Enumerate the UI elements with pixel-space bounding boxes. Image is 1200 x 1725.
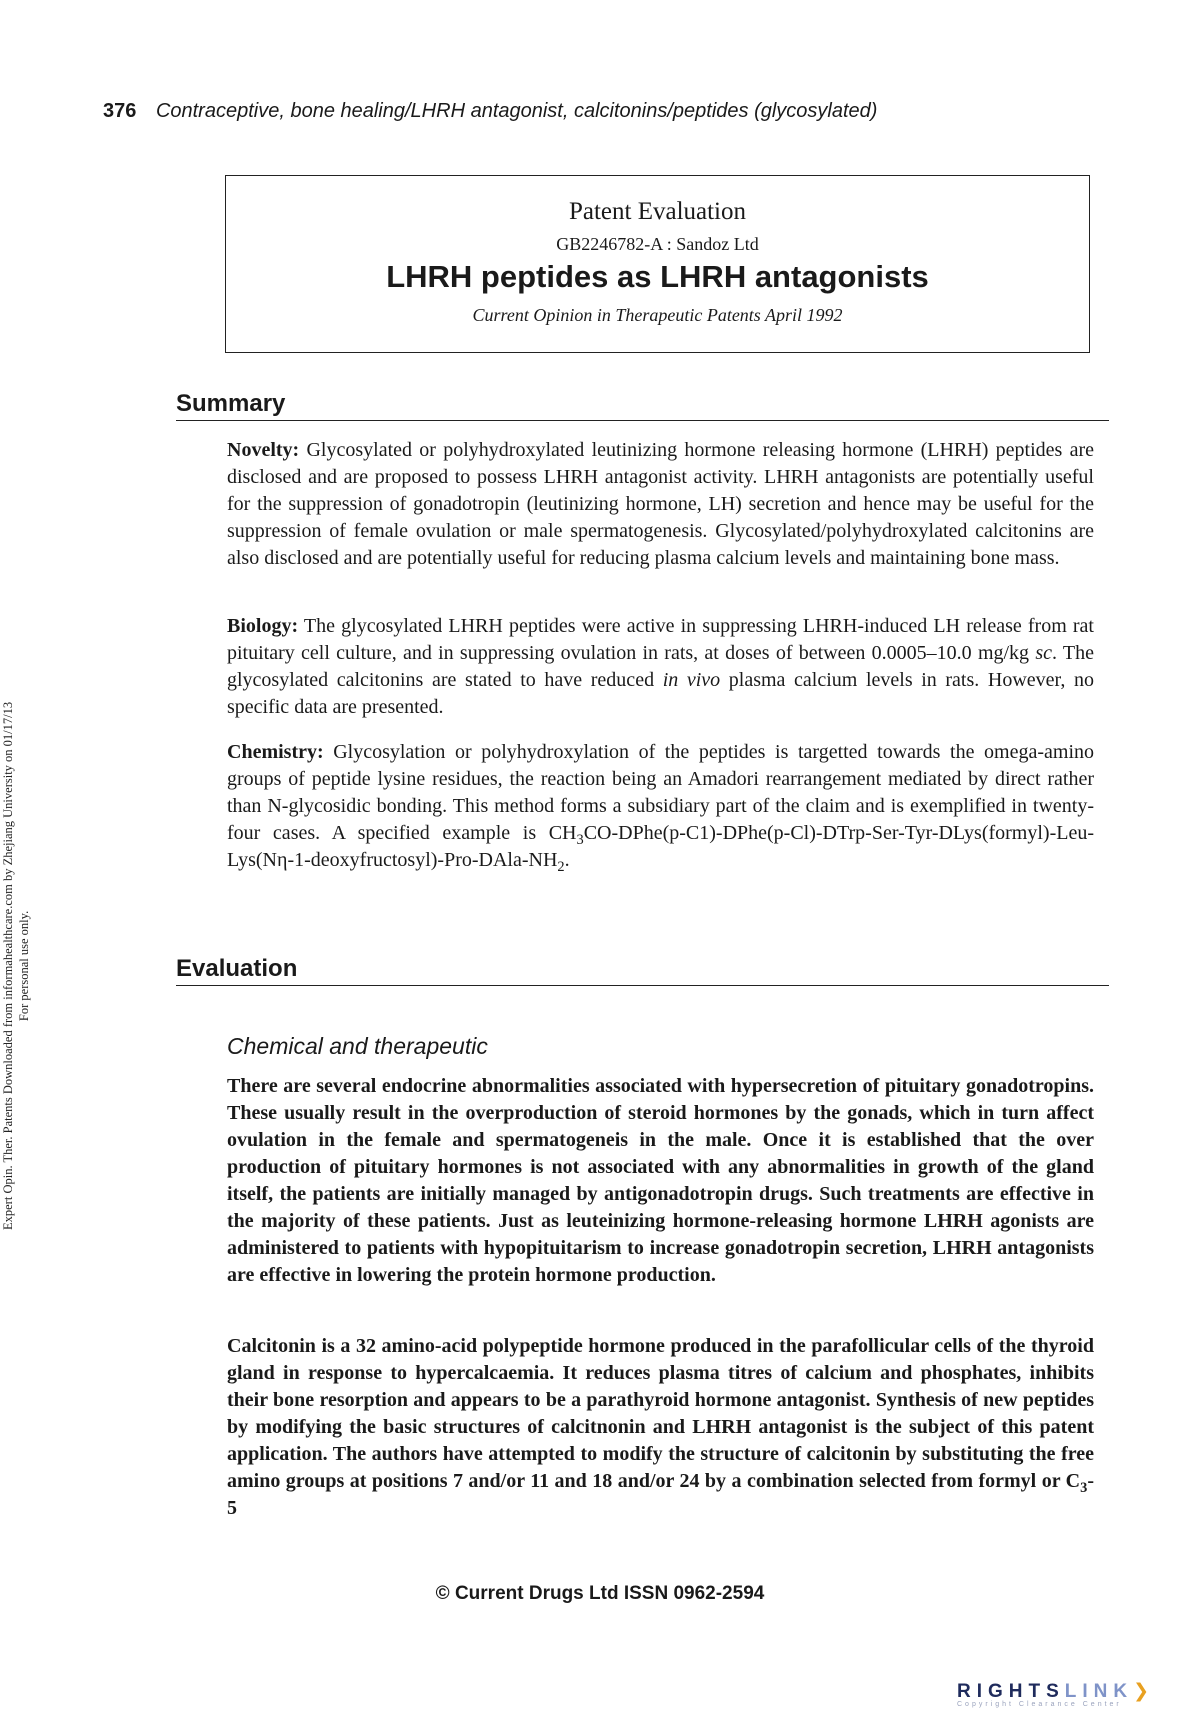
page-number: 376 bbox=[103, 100, 137, 122]
box-heading: Patent Evaluation bbox=[568, 198, 747, 225]
biology-text-a: The glycosylated LHRH peptides were active in suppressing LHRH-induced LH release from rat pituitary cell culture, and in suppressing ovulation in rats, at doses of between 0.0005–10.0 mg/kg bbox=[227, 615, 1094, 664]
download-notice-line1: Expert Opin. Ther. Patents Downloaded from informahealthcare.com by Zhejiang University on 01/17/13 bbox=[1, 701, 15, 1230]
patent-reference: GB2246782-A : Sandoz Ltd bbox=[556, 234, 759, 254]
source-citation: Current Opinion in Therapeutic Patents April 1992 bbox=[472, 305, 843, 325]
biology-label: Biology: bbox=[227, 615, 299, 637]
rightslink-logo bbox=[957, 1680, 1175, 1708]
biology-text-c: plasma calcium levels in rats. However, no specific data are presented. bbox=[227, 669, 1094, 718]
evaluation-paragraph-2-text: Calcitonin is a 32 amino-acid polypeptide hormone produced in the parafollicular cells of the thyroid gland in response to hypercalcaemia. It reduces plasma titres of calcium and phosphates, inhibits their bone resorption and appears to be a parathyroid hormone antagonist. Synthesis of new peptides by modifying the basic structures of calcitnonin and LHRH antagonist is the subject of this patent application. The authors have attempted to modify the structure of calcitonin by substituting the free amino groups at positions 7 and/or 11 and 18 and/or 24 by a combination selected from formyl or C bbox=[227, 1335, 1094, 1492]
patent-evaluation-box bbox=[225, 175, 1090, 353]
chemistry-text-b: CO-DPhe(p-C1)-DPhe(p-Cl)-DTrp-Ser-Tyr-DLys(formyl)-Leu-Lys(Nη-1-deoxyfructosyl)-Pro-DAla-NH bbox=[227, 822, 1094, 871]
chemistry-text-c: . bbox=[564, 849, 570, 871]
logo-word-link: LINK bbox=[1064, 1681, 1134, 1702]
download-notice-line2: For personal use only. bbox=[17, 910, 31, 1022]
evaluation-paragraph-1: There are several endocrine abnormalities associated with hypersecretion of pituitary gonadotropins. These usually result in the overproduction of steroid hormones by the gonads, which in turn affect ovulation in the female and spermatogeneis in the male. Once it is established that the over production of pituitary hormones is not associated with any abnormalities in growth of the gland itself, the patients are initially managed by antigonadotropin drugs. Such treatments are effective in the majority of these patients. Just as leuteinizing hormone-releasing hormone LHRH agonists are administered to patients with hypopituitarism to increase gonadotropin secretion, LHRH antagonists are effective in lowering the protein hormone production. bbox=[227, 1075, 1094, 1286]
evaluation-heading: Evaluation bbox=[176, 955, 1109, 986]
article-title: LHRH peptides as LHRH antagonists bbox=[386, 259, 929, 294]
chemistry-subscript-1: 3 bbox=[576, 832, 584, 848]
biology-paragraph bbox=[227, 613, 1094, 721]
running-head bbox=[103, 100, 877, 123]
running-title: Contraceptive, bone healing/LHRH antagonist, calcitonins/peptides (glycosylated) bbox=[155, 100, 878, 122]
evaluation-paragraph-2-end: -5 bbox=[227, 1470, 1094, 1519]
biology-in-vivo: in vivo bbox=[662, 669, 721, 691]
biology-text-b: . The glycosylated calcitonins are stated to have reduced bbox=[227, 642, 1095, 691]
evaluation-paragraph-2-subscript: 3 bbox=[1080, 1480, 1088, 1496]
chemistry-text-a: Glycosylation or polyhydroxylation of the peptides is targetted towards the omega-amino groups of peptide lysine residues, the reaction being an Amadori rearrangement mediated by direct rather than N-glycosidic bonding. This method forms a subsidiary part of the claim and is exemplified in twenty-four cases. A specified example is CH bbox=[227, 741, 1094, 844]
download-notice bbox=[0, 702, 32, 1230]
logo-tagline: Copyright Clearance Center bbox=[957, 1701, 1122, 1708]
summary-heading: Summary bbox=[176, 390, 1109, 421]
evaluation-paragraph-2 bbox=[227, 1333, 1094, 1522]
logo-word-rights: RIGHTS bbox=[957, 1681, 1065, 1702]
biology-sc: sc bbox=[1035, 642, 1052, 664]
novelty-paragraph bbox=[227, 437, 1094, 572]
chemistry-label: Chemistry: bbox=[227, 741, 324, 763]
copyright-footer: © Current Drugs Ltd ISSN 0962-2594 bbox=[435, 1583, 765, 1604]
chemistry-subscript-2: 2 bbox=[557, 859, 565, 875]
novelty-label: Novelty: bbox=[227, 439, 300, 461]
novelty-text: Glycosylated or polyhydroxylated leutinizing hormone releasing hormone (LHRH) peptides are disclosed and are proposed to possess LHRH antagonist activity. LHRH antagonists are potentially useful for the suppression of gonadotropin (leutinizing hormone, LH) secretion and hence may be useful for the suppression of female ovulation or male spermatogenesis. Glycosylated/polyhydroxylated calcitonins are also disclosed and are potentially useful for reducing plasma calcium levels and maintaining bone mass. bbox=[227, 439, 1094, 569]
logo-arrow-icon: ❯ bbox=[1133, 1681, 1156, 1702]
chemistry-paragraph bbox=[227, 739, 1094, 874]
evaluation-subheading: Chemical and therapeutic bbox=[227, 1033, 488, 1059]
